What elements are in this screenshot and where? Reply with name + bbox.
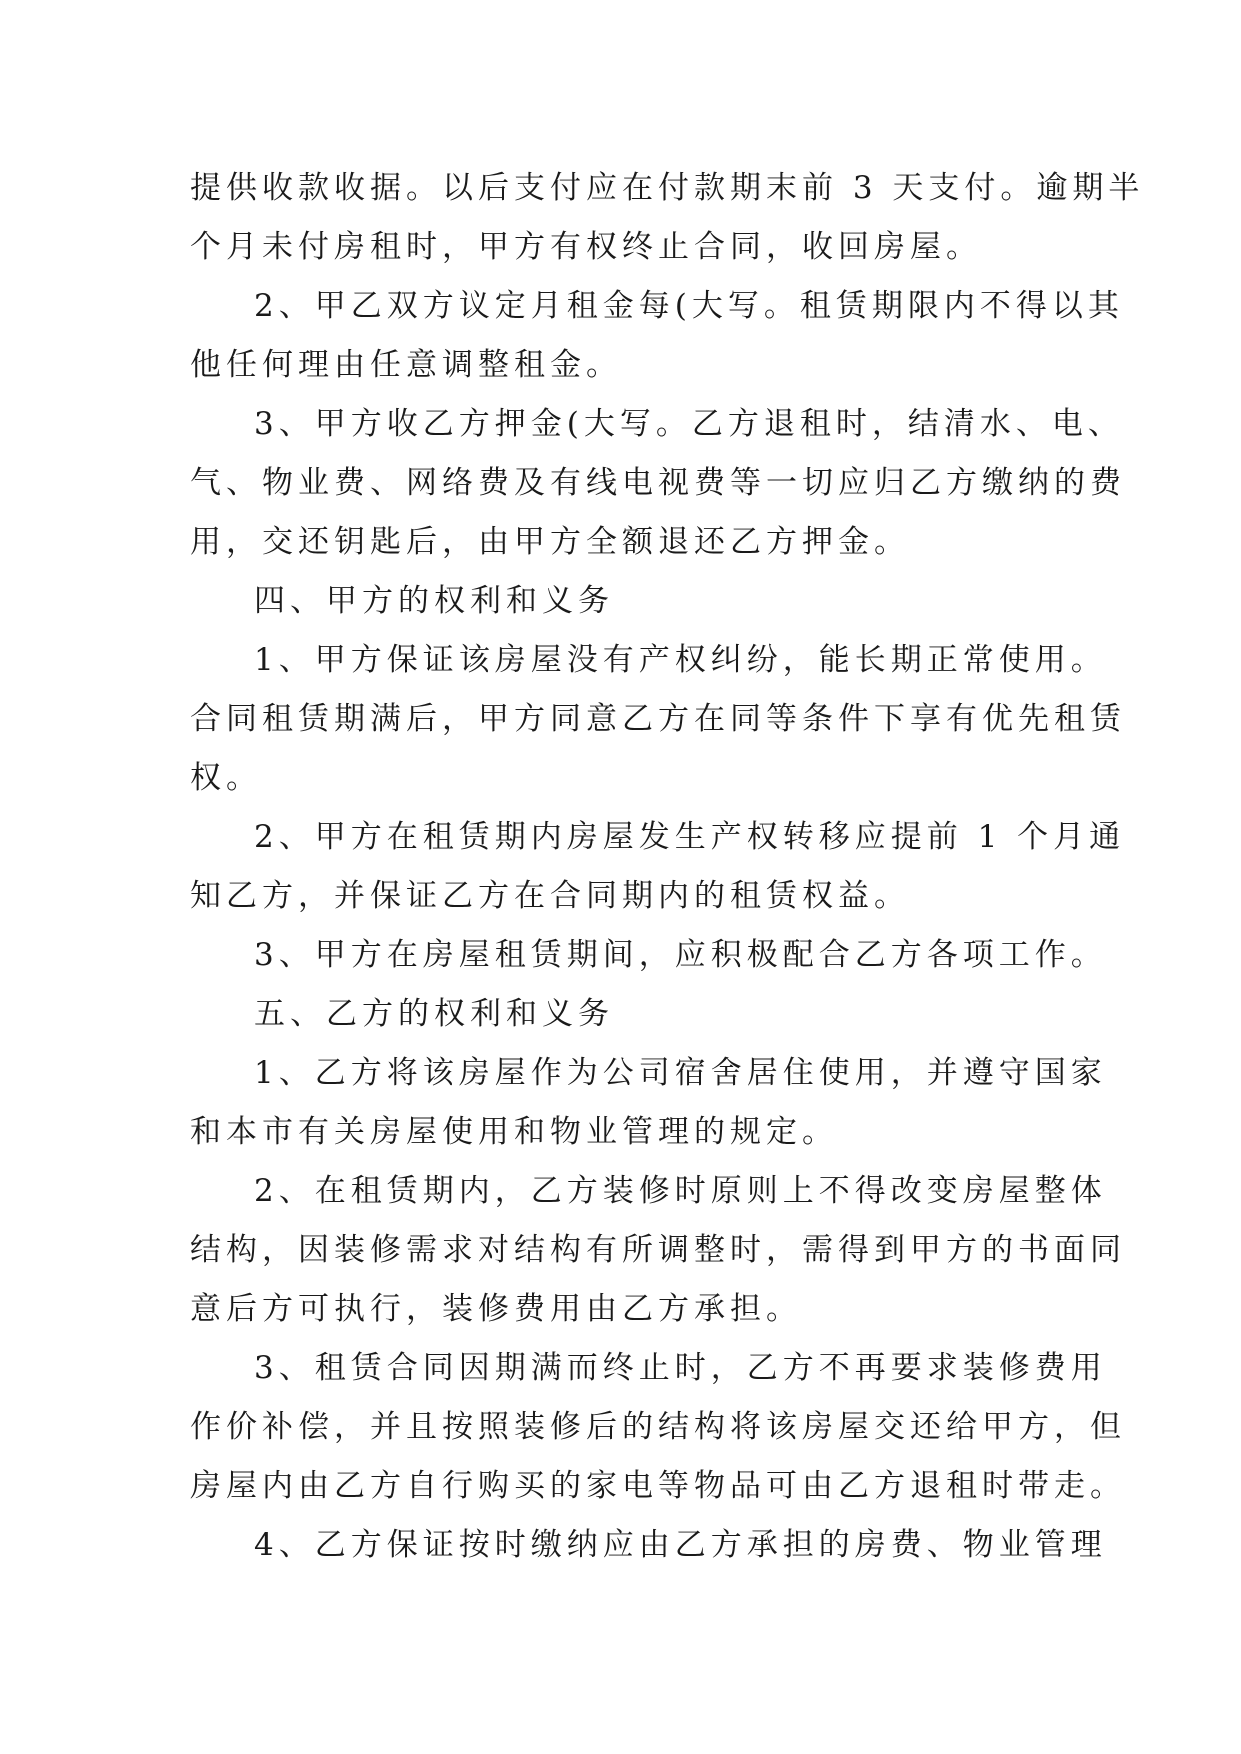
text-line: 提供收款收据。以后支付应在付款期末前 3 天支付。逾期半 (190, 170, 1145, 206)
section-heading: 四、甲方的权利和义务 (254, 583, 614, 619)
text-line: 合同租赁期满后，甲方同意乙方在同等条件下享有优先租赁 (190, 701, 1126, 737)
text-line: 作价补偿，并且按照装修后的结构将该房屋交还给甲方，但 (190, 1409, 1126, 1445)
text-line: 2、甲方在租赁期内房屋发生产权转移应提前 1 个月通 (254, 819, 1126, 855)
text-line: 1、乙方将该房屋作为公司宿舍居住使用，并遵守国家 (254, 1055, 1107, 1091)
text-line: 3、甲方收乙方押金(大写。乙方退租时，结清水、电、 (254, 406, 1124, 442)
text-line: 房屋内由乙方自行购买的家电等物品可由乙方退租时带走。 (190, 1468, 1126, 1504)
document-body (190, 159, 1145, 1575)
text-line: 用，交还钥匙后，由甲方全额退还乙方押金。 (190, 524, 910, 560)
text-line: 2、在租赁期内，乙方装修时原则上不得改变房屋整体 (254, 1173, 1107, 1209)
text-line: 和本市有关房屋使用和物业管理的规定。 (190, 1114, 838, 1150)
text-line: 个月未付房租时，甲方有权终止合同，收回房屋。 (190, 229, 982, 265)
text-line: 2、甲乙双方议定月租金每(大写。租赁期限内不得以其 (254, 288, 1124, 324)
text-line: 气、物业费、网络费及有线电视费等一切应归乙方缴纳的费 (190, 465, 1126, 501)
text-line: 4、乙方保证按时缴纳应由乙方承担的房费、物业管理 (254, 1527, 1107, 1563)
section-heading: 五、乙方的权利和义务 (254, 996, 614, 1032)
text-line: 知乙方，并保证乙方在合同期内的租赁权益。 (190, 878, 910, 914)
text-line: 3、租赁合同因期满而终止时，乙方不再要求装修费用 (254, 1350, 1107, 1386)
text-line: 意后方可执行，装修费用由乙方承担。 (190, 1291, 802, 1327)
text-line: 结构，因装修需求对结构有所调整时，需得到甲方的书面同 (190, 1232, 1126, 1268)
text-line: 3、甲方在房屋租赁期间，应积极配合乙方各项工作。 (254, 937, 1107, 973)
text-line: 他任何理由任意调整租金。 (190, 347, 622, 383)
text-line: 1、甲方保证该房屋没有产权纠纷，能长期正常使用。 (254, 642, 1107, 678)
text-line: 权。 (190, 760, 262, 796)
